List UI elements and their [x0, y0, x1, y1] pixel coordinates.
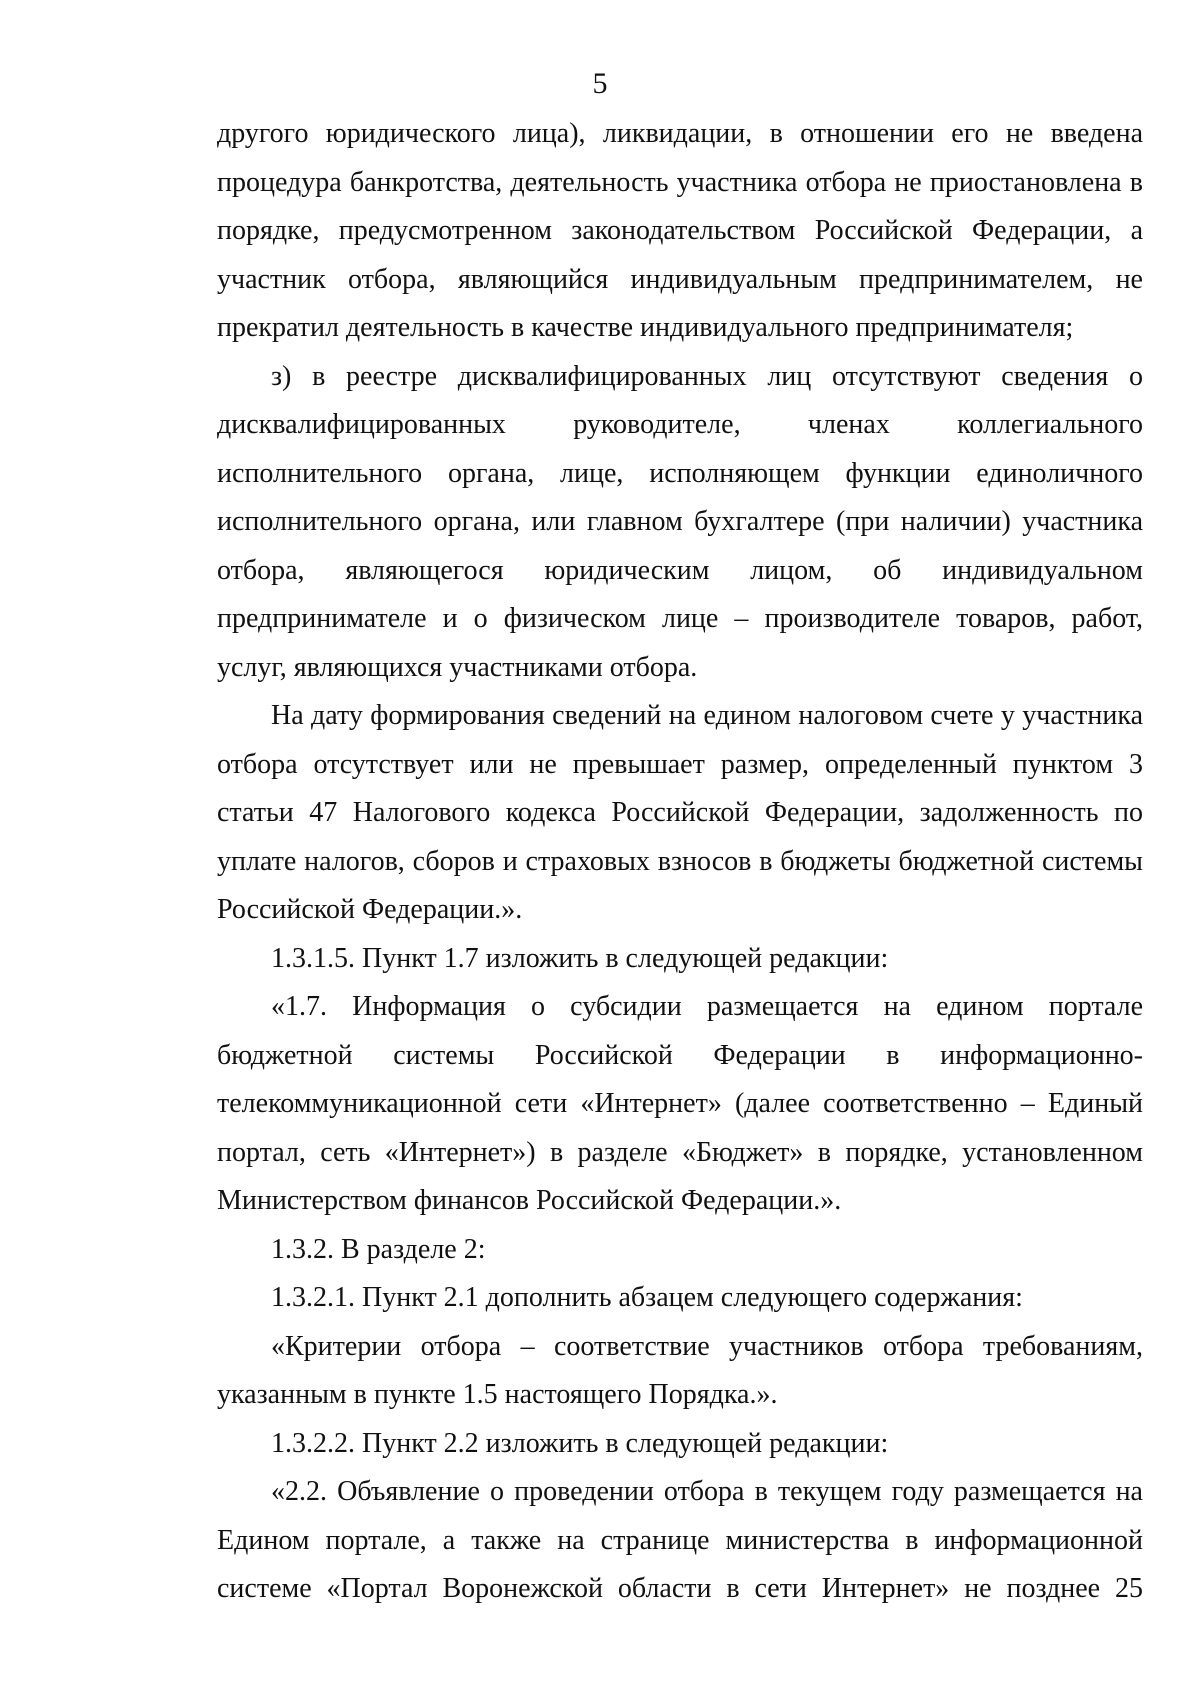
paragraph-1-7: «1.7. Информация о субсидии размещается на едином портале бюджетной системы Российской Федерации в информационно-телекоммуникационной сети «Интернет» (далее соответственно – Единый портал, сеть «Интернет») в разделе «Бюджет» в порядке, установленном Министерством финансов Российской Федерации.».: [217, 991, 1143, 1216]
page-number: 5: [592, 67, 608, 100]
paragraph-tax-debt: На дату формирования сведений на едином налоговом счете у участника отбора отсутствует или не превышает размер, определенный пунктом 3 статьи 47 Налогового кодекса Российской Федерации, задолженность по уплате налогов, сборов и страховых взносов в бюджеты бюджетной системы Российской Федерации.».: [217, 700, 1143, 925]
paragraph-criteria: «Критерии отбора – соответствие участников отбора требованиям, указанным в пункте 1.5 настоящего Порядка.».: [217, 1330, 1143, 1410]
paragraph-1-3-2: 1.3.2. В разделе 2:: [271, 1233, 486, 1265]
document-body: [217, 110, 1143, 1614]
paragraph-1-3-2-1: 1.3.2.1. Пункт 2.1 дополнить абзацем следующего содержания:: [271, 1282, 1023, 1313]
paragraph-2-2: «2.2. Объявление о проведении отбора в текущем году размещается на Едином портале, а также на странице министерства в информационной системе «Портал Воронежской области в сети Интернет» не позднее 25: [217, 1476, 1143, 1604]
paragraph-item-z: з) в реестре дисквалифицированных лиц отсутствуют сведения о дисквалифицированных руководителе, членах коллегиального исполнительного органа, лице, исполняющем функции единоличного исполнительного органа, или главном бухгалтере (при наличии) участника отбора, являющегося юридическим лицом, об индивидуальном предпринимателе и о физическом лице – производителе товаров, работ, услуг, являющихся участниками отбора.: [217, 360, 1143, 683]
paragraph-continuation: другого юридического лица), ликвидации, в отношении его не введена процедура банкротства, деятельность участника отбора не приостановлена в порядке, предусмотренном законодательством Российской Федерации, а участник отбора, являющийся индивидуальным предпринимателем, не прекратил деятельность в качестве индивидуального предпринимателя;: [217, 118, 1143, 343]
paragraph-1-3-1-5: 1.3.1.5. Пункт 1.7 изложить в следующей редакции:: [271, 942, 889, 974]
paragraph-1-3-2-2: 1.3.2.2. Пункт 2.2 изложить в следующей редакции:: [271, 1427, 889, 1459]
